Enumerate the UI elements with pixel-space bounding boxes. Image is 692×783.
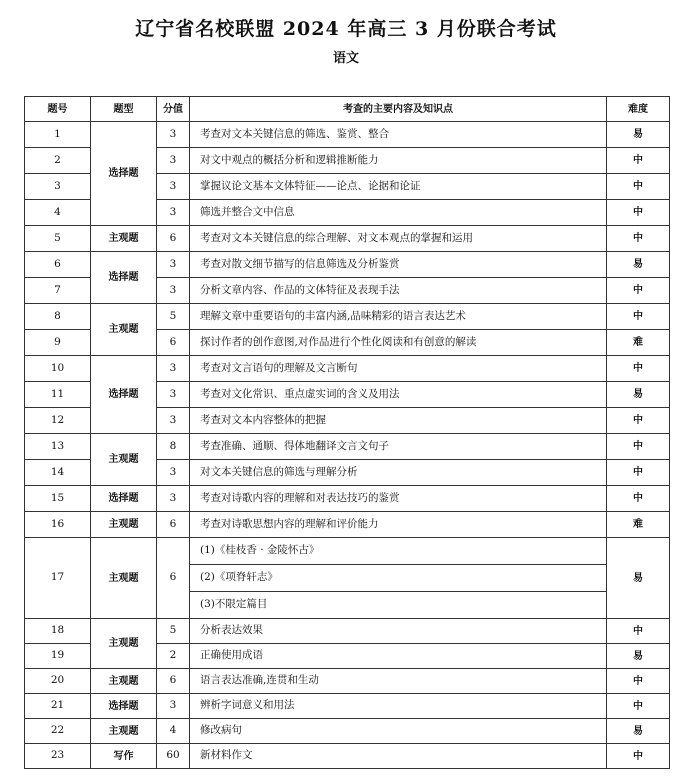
question-no: 21: [25, 694, 91, 719]
exam-table: [24, 96, 670, 769]
question-content-line: (1)《桂枝香 · 金陵怀古》: [190, 538, 607, 565]
table-row: [25, 744, 670, 769]
question-score: 3: [157, 174, 190, 200]
table-row: [25, 252, 670, 278]
table-row: [25, 538, 670, 565]
question-score: 3: [157, 278, 190, 304]
question-difficulty: 易: [607, 252, 670, 278]
question-difficulty: 中: [607, 744, 670, 769]
question-content: 分析文章内容、作品的文体特征及表现手法: [190, 278, 607, 304]
table-row: [25, 304, 670, 330]
question-content: 考查对文言语句的理解及文言断句: [190, 356, 607, 382]
question-content: 考查对文化常识、重点虚实词的含义及用法: [190, 382, 607, 408]
question-type: 选择题: [91, 486, 157, 512]
question-score: 3: [157, 408, 190, 434]
header-no: 题号: [25, 97, 91, 122]
question-score: 6: [157, 226, 190, 252]
question-type: 选择题: [91, 694, 157, 719]
question-score: 3: [157, 460, 190, 486]
table-row: [25, 719, 670, 744]
question-no: 11: [25, 382, 91, 408]
question-no: 18: [25, 619, 91, 644]
question-no: 2: [25, 148, 91, 174]
question-score: 3: [157, 486, 190, 512]
question-score: 6: [157, 669, 190, 694]
question-difficulty: 易: [607, 382, 670, 408]
question-content: 考查准确、通顺、得体地翻译文言文句子: [190, 434, 607, 460]
question-no: 3: [25, 174, 91, 200]
table-row: [25, 122, 670, 148]
question-content: 正确使用成语: [190, 644, 607, 669]
table-header-row: [25, 97, 670, 122]
question-type: 选择题: [91, 252, 157, 304]
question-content: 理解文章中重要语句的丰富内涵,品味精彩的语言表达艺术: [190, 304, 607, 330]
header-type: 题型: [91, 97, 157, 122]
question-difficulty: 易: [607, 538, 670, 619]
question-content: 考查对文本内容整体的把握: [190, 408, 607, 434]
question-no: 7: [25, 278, 91, 304]
question-difficulty: 难: [607, 330, 670, 356]
question-no: 17: [25, 538, 91, 619]
question-score: 6: [157, 330, 190, 356]
table-row: [25, 226, 670, 252]
question-type: 主观题: [91, 304, 157, 356]
question-no: 15: [25, 486, 91, 512]
question-no: 9: [25, 330, 91, 356]
question-type: 主观题: [91, 538, 157, 619]
question-type: 主观题: [91, 512, 157, 538]
question-no: 14: [25, 460, 91, 486]
question-content: 分析表达效果: [190, 619, 607, 644]
question-no: 12: [25, 408, 91, 434]
question-difficulty: 中: [607, 408, 670, 434]
header-content: 考查的主要内容及知识点: [190, 97, 607, 122]
question-difficulty: 易: [607, 719, 670, 744]
table-row: [25, 669, 670, 694]
question-no: 8: [25, 304, 91, 330]
table-row: [25, 619, 670, 644]
question-content-line: (3)不限定篇目: [190, 592, 607, 619]
question-content: 对文中观点的概括分析和逻辑推断能力: [190, 148, 607, 174]
question-score: 3: [157, 356, 190, 382]
question-difficulty: 中: [607, 304, 670, 330]
question-no: 16: [25, 512, 91, 538]
question-content: 语言表达准确,连贯和生动: [190, 669, 607, 694]
question-content: 考查对诗歌内容的理解和对表达技巧的鉴赏: [190, 486, 607, 512]
header-score: 分值: [157, 97, 190, 122]
question-difficulty: 中: [607, 200, 670, 226]
question-content: 筛选并整合文中信息: [190, 200, 607, 226]
page-title: 辽宁省名校联盟 2024 年高三 3 月份联合考试: [135, 18, 557, 40]
question-type: 主观题: [91, 719, 157, 744]
question-difficulty: 中: [607, 486, 670, 512]
question-score: 2: [157, 644, 190, 669]
question-content: 对文本关键信息的筛选与理解分析: [190, 460, 607, 486]
question-score: 4: [157, 719, 190, 744]
question-difficulty: 中: [607, 434, 670, 460]
question-score: 3: [157, 200, 190, 226]
question-no: 19: [25, 644, 91, 669]
question-difficulty: 中: [607, 356, 670, 382]
question-content: 探讨作者的创作意图,对作品进行个性化阅读和有创意的解读: [190, 330, 607, 356]
question-score: 6: [157, 512, 190, 538]
page-subtitle: 语文: [332, 51, 359, 66]
question-difficulty: 中: [607, 174, 670, 200]
question-no: 13: [25, 434, 91, 460]
question-no: 10: [25, 356, 91, 382]
question-score: 6: [157, 538, 190, 619]
question-no: 4: [25, 200, 91, 226]
question-content-line: (2)《项脊轩志》: [190, 565, 607, 592]
question-no: 23: [25, 744, 91, 769]
question-score: 3: [157, 148, 190, 174]
table-row: [25, 694, 670, 719]
question-no: 6: [25, 252, 91, 278]
table-row: [25, 512, 670, 538]
question-difficulty: 中: [607, 669, 670, 694]
question-content: 掌握议论文基本文体特征——论点、论据和论证: [190, 174, 607, 200]
question-type: 主观题: [91, 619, 157, 669]
question-type: 写作: [91, 744, 157, 769]
question-difficulty: 中: [607, 278, 670, 304]
question-content: 考查对散文细节描写的信息筛选及分析鉴赏: [190, 252, 607, 278]
question-score: 8: [157, 434, 190, 460]
question-score: 60: [157, 744, 190, 769]
question-difficulty: 易: [607, 644, 670, 669]
question-content: 考查对诗歌思想内容的理解和评价能力: [190, 512, 607, 538]
question-difficulty: 易: [607, 122, 670, 148]
question-no: 5: [25, 226, 91, 252]
question-no: 1: [25, 122, 91, 148]
question-content: 考查对文本关键信息的综合理解、对文本观点的掌握和运用: [190, 226, 607, 252]
question-score: 3: [157, 122, 190, 148]
question-difficulty: 中: [607, 460, 670, 486]
question-type: 选择题: [91, 356, 157, 434]
question-score: 5: [157, 304, 190, 330]
question-no: 20: [25, 669, 91, 694]
question-type: 选择题: [91, 122, 157, 226]
question-difficulty: 难: [607, 512, 670, 538]
question-score: 3: [157, 694, 190, 719]
table-row: [25, 486, 670, 512]
question-score: 5: [157, 619, 190, 644]
question-content: 考查对文本关键信息的筛选、鉴赏、整合: [190, 122, 607, 148]
table-row: [25, 356, 670, 382]
header-difficulty: 难度: [607, 97, 670, 122]
question-score: 3: [157, 252, 190, 278]
table-row: [25, 434, 670, 460]
question-score: 3: [157, 382, 190, 408]
question-type: 主观题: [91, 226, 157, 252]
question-content: 辨析字词意义和用法: [190, 694, 607, 719]
question-difficulty: 中: [607, 226, 670, 252]
question-content: 修改病句: [190, 719, 607, 744]
question-no: 22: [25, 719, 91, 744]
question-content: 新材料作文: [190, 744, 607, 769]
question-type: 主观题: [91, 669, 157, 694]
question-difficulty: 中: [607, 694, 670, 719]
question-difficulty: 中: [607, 148, 670, 174]
question-type: 主观题: [91, 434, 157, 486]
question-difficulty: 中: [607, 619, 670, 644]
